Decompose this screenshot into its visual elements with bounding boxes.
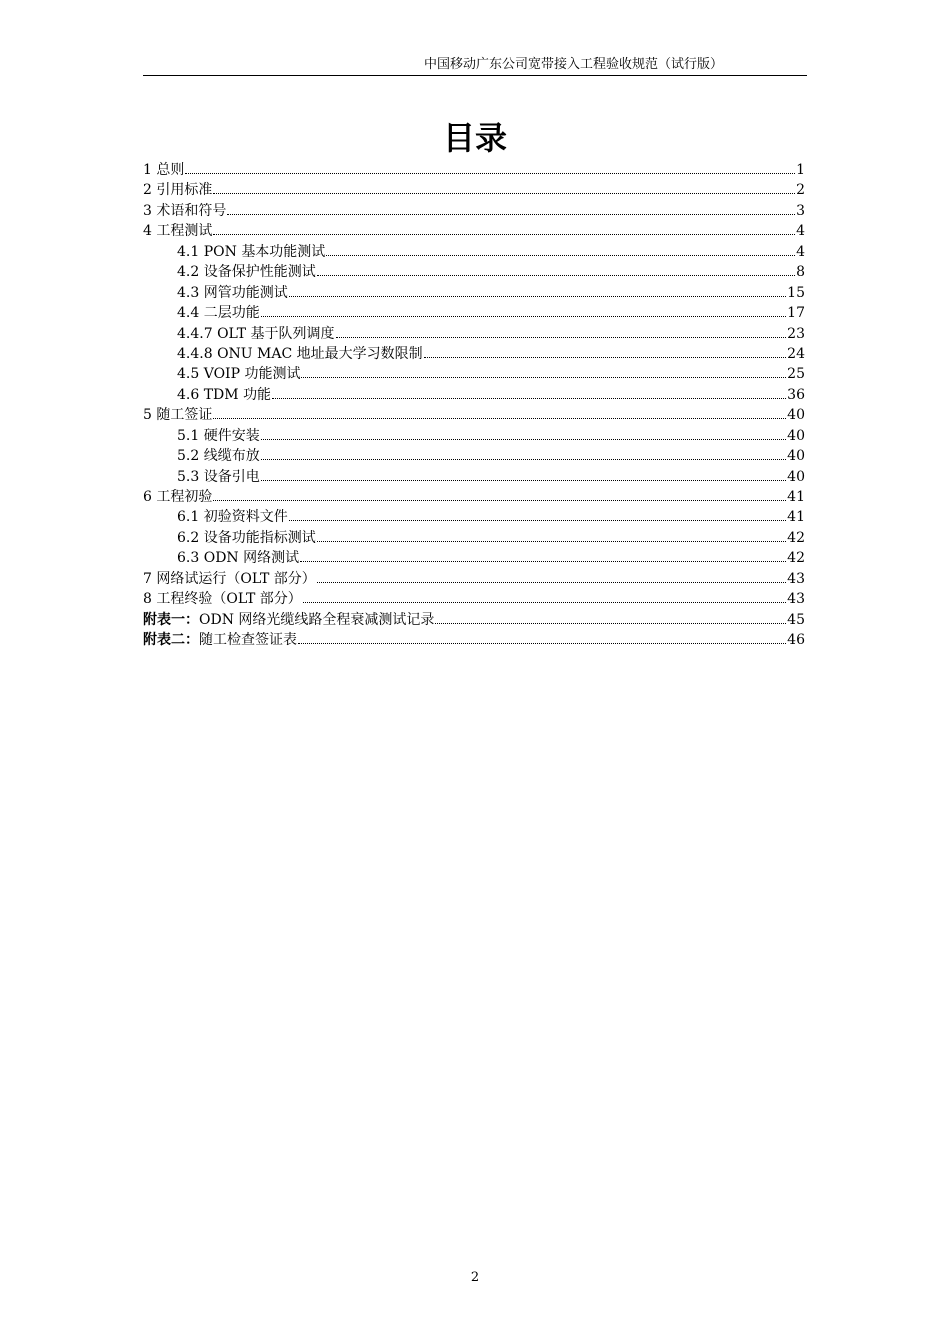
- toc-entry-page: 2: [796, 182, 805, 199]
- toc-dot-leader: [289, 295, 786, 297]
- toc-dot-leader: [213, 233, 795, 235]
- toc-entry[interactable]: [143, 467, 805, 487]
- toc-entry-label: [143, 610, 434, 630]
- toc-entry-label: [177, 324, 335, 344]
- toc-entry-page: 40: [787, 468, 805, 485]
- toc-entry-label: [143, 405, 212, 425]
- toc-entry[interactable]: [143, 446, 805, 466]
- toc-entry-label-text: 4.6 TDM 功能: [177, 386, 272, 403]
- toc-entry-label: [143, 160, 184, 180]
- toc-entry[interactable]: [143, 324, 805, 344]
- toc-entry-label-text: 4.2 设备保护性能测试: [177, 264, 316, 281]
- toc-entry-label-text: 4.4.8 ONU MAC 地址最大学习数限制: [177, 345, 423, 362]
- toc-dot-leader: [261, 315, 786, 317]
- toc-dot-leader: [336, 336, 787, 338]
- toc-dot-leader: [424, 356, 787, 358]
- toc-dot-leader: [213, 192, 795, 194]
- toc-entry-label-text: 5.1 硬件安装: [177, 427, 260, 444]
- toc-entry[interactable]: [143, 569, 805, 589]
- toc-dot-leader: [261, 479, 786, 481]
- toc-entry[interactable]: [143, 385, 805, 405]
- toc-entry-label: [143, 180, 212, 200]
- table-of-contents: [143, 160, 805, 651]
- header-text: 中国移动广东公司宽带接入工程验收规范（试行版）: [423, 57, 723, 72]
- toc-dot-leader: [317, 274, 795, 276]
- toc-entry-label-text: 4.3 网管功能测试: [177, 284, 288, 301]
- toc-dot-leader: [261, 458, 786, 460]
- toc-entry-label: [177, 344, 423, 364]
- toc-entry-page: 4: [796, 223, 805, 240]
- toc-dot-leader: [289, 519, 786, 521]
- toc-entry[interactable]: [143, 344, 805, 364]
- toc-entry-page: 8: [796, 264, 805, 281]
- toc-entry-page: 43: [787, 570, 805, 587]
- toc-entry-label-text: 6.1 初验资料文件: [177, 509, 288, 526]
- toc-entry-label: [177, 262, 316, 282]
- toc-entry[interactable]: [143, 548, 805, 568]
- toc-entry[interactable]: [143, 405, 805, 425]
- toc-entry-label-text: 1 总则: [143, 162, 185, 178]
- toc-entry-label: [143, 589, 302, 609]
- toc-entry-label: [177, 303, 260, 323]
- toc-entry[interactable]: [143, 221, 805, 241]
- toc-dot-leader: [227, 213, 795, 215]
- page-number: 2: [470, 1270, 480, 1285]
- toc-entry-label-text: 6 工程初验: [143, 489, 213, 505]
- toc-entry-page: 46: [787, 632, 805, 649]
- toc-entry[interactable]: [143, 610, 805, 630]
- page-header: [143, 57, 807, 76]
- toc-entry[interactable]: [143, 242, 805, 262]
- toc-entry[interactable]: [143, 507, 805, 527]
- toc-entry-label-text: 附表一：: [143, 611, 199, 628]
- toc-entry-page: 42: [787, 529, 805, 546]
- toc-entry-page: 3: [796, 202, 805, 219]
- toc-entry-label: [177, 548, 299, 568]
- toc-dot-leader: [435, 622, 786, 624]
- toc-entry-label: [177, 364, 300, 384]
- toc-entry-page: 24: [787, 345, 805, 362]
- toc-dot-leader: [300, 560, 786, 562]
- toc-entry-label-text: 8 工程终验（OLT 部分）: [143, 591, 302, 608]
- toc-entry[interactable]: [143, 487, 805, 507]
- toc-title: 目录: [442, 119, 507, 157]
- toc-entry-label-text: 3 术语和符号: [143, 202, 227, 219]
- toc-entry-label: [143, 221, 212, 241]
- toc-entry-page: 41: [787, 489, 805, 505]
- toc-entry-label: [177, 467, 260, 487]
- toc-dot-leader: [301, 376, 786, 378]
- toc-dot-leader: [317, 581, 786, 583]
- toc-entry[interactable]: [143, 589, 805, 609]
- toc-entry-page: 40: [787, 427, 805, 444]
- toc-entry[interactable]: [143, 262, 805, 282]
- toc-entry-label: [143, 201, 226, 221]
- toc-entry-page: 42: [787, 550, 805, 567]
- toc-entry-page: 25: [787, 366, 805, 383]
- toc-entry-label: [177, 385, 271, 405]
- toc-dot-leader: [213, 499, 786, 501]
- toc-entry-page: 43: [787, 591, 805, 608]
- toc-entry-page: 36: [787, 386, 805, 403]
- toc-entry[interactable]: [143, 160, 805, 180]
- toc-entry-label-text: 4.1 PON 基本功能测试: [177, 243, 326, 260]
- toc-entry-label-rest: 随工检查签证表: [199, 632, 297, 649]
- toc-entry-page: 45: [787, 611, 805, 628]
- toc-entry-label: [143, 569, 316, 589]
- toc-entry-label-text: 附表二：: [143, 632, 199, 649]
- toc-entry-label: [177, 283, 288, 303]
- toc-entry-label-text: 2 引用标准: [143, 182, 213, 199]
- toc-dot-leader: [185, 172, 795, 174]
- toc-entry-label: [177, 426, 260, 446]
- toc-entry[interactable]: [143, 180, 805, 200]
- toc-dot-leader: [317, 540, 786, 542]
- toc-entry-label: [177, 528, 316, 548]
- toc-entry-label-text: 5 随工签证: [143, 407, 213, 424]
- toc-entry[interactable]: [143, 528, 805, 548]
- toc-dot-leader: [326, 254, 795, 256]
- toc-dot-leader: [272, 397, 786, 399]
- toc-entry[interactable]: [143, 630, 805, 650]
- toc-entry-page: 4: [796, 243, 805, 260]
- toc-entry[interactable]: [143, 201, 805, 221]
- toc-entry[interactable]: [143, 283, 805, 303]
- toc-entry[interactable]: [143, 364, 805, 384]
- toc-entry-page: 23: [787, 325, 805, 342]
- toc-dot-leader: [298, 642, 786, 644]
- toc-entry-label-text: 6.2 设备功能指标测试: [177, 529, 316, 546]
- toc-entry-page: 15: [787, 284, 805, 301]
- toc-entry-page: 40: [787, 448, 805, 465]
- toc-entry[interactable]: [143, 303, 805, 323]
- toc-dot-leader: [213, 417, 786, 419]
- toc-entry-label-text: 7 网络试运行（OLT 部分）: [143, 570, 316, 587]
- toc-entry-page: 41: [787, 509, 805, 526]
- toc-entry-label-text: 5.2 线缆布放: [177, 448, 260, 465]
- toc-entry-label: [177, 242, 325, 262]
- toc-entry-label-text: 5.3 设备引电: [177, 468, 260, 485]
- toc-entry-label: [177, 446, 260, 466]
- toc-entry-label-text: 6.3 ODN 网络测试: [177, 550, 300, 567]
- toc-entry-page: 1: [796, 162, 805, 178]
- toc-entry-label-text: 4.4 二层功能: [177, 305, 260, 322]
- toc-entry[interactable]: [143, 426, 805, 446]
- toc-entry-label-text: 4.5 VOIP 功能测试: [177, 366, 301, 383]
- toc-entry-page: 40: [787, 407, 805, 424]
- toc-entry-label: [143, 630, 297, 650]
- toc-dot-leader: [303, 601, 786, 603]
- toc-entry-page: 17: [787, 305, 805, 322]
- toc-dot-leader: [261, 438, 786, 440]
- toc-entry-label: [143, 487, 212, 507]
- toc-entry-label: [177, 507, 288, 527]
- toc-entry-label-text: 4 工程测试: [143, 223, 213, 240]
- toc-entry-label-text: 4.4.7 OLT 基于队列调度: [177, 325, 335, 342]
- toc-entry-label-rest: ODN 网络光缆线路全程衰减测试记录: [199, 611, 435, 628]
